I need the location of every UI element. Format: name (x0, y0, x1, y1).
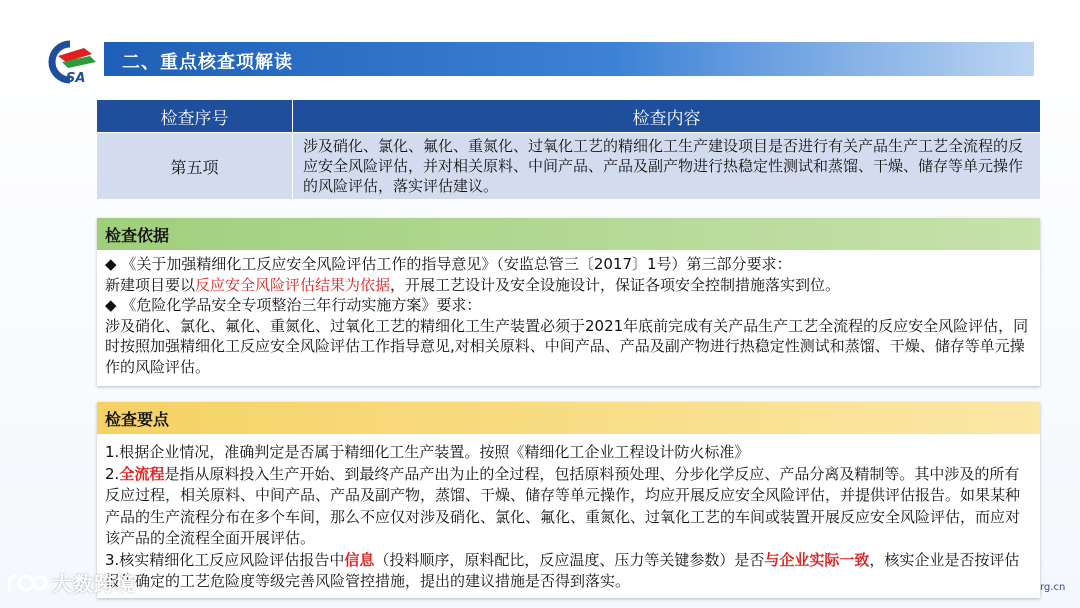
check-table (97, 100, 1040, 199)
key-point-1: 1.根据企业情况，准确判定是否属于精细化工生产装置。按照《精细化工企业工程设计防火标准》 (105, 443, 750, 461)
basis-heading: 检查依据 (97, 218, 1040, 250)
highlight-text: 信息 (344, 550, 375, 569)
key-points-panel (97, 402, 1040, 598)
watermark-text: 大数跨境 (52, 572, 136, 596)
basis-body (97, 250, 1040, 377)
basis-item-2-body: 涉及硝化、氯化、氟化、重氮化、过氧化工艺的精细化工生产装置必须于2021年底前完成有关产品生产工艺全流程的反应安全风险评估，同时按照加强精细化工反应安全风险评估工作指导意见,对相关原料、中间产品、产品及副产物进行热稳定性测试和蒸馏、干燥、储存等单元操作的风险评估。 (105, 316, 1029, 376)
corner-text: rg.cn (1040, 582, 1066, 593)
basis-item-1-body: 新建项目要以反应安全风险评估结果为依据，开展工艺设计及安全设施设计，保证各项安全控制措施落实到位。 (105, 275, 841, 294)
bullet-diamond-icon: ◆ (105, 255, 117, 273)
basis-panel (97, 218, 1040, 386)
bullet-diamond-icon: ◆ (105, 296, 117, 314)
row-content: 涉及硝化、氯化、氟化、重氮化、过氧化工艺的精细化工生产建设项目是否进行有关产品生产工艺全流程的反应安全风险评估，并对相关原料、中间产品、产品及副产物进行热稳定性测试和蒸馏、干燥、储存等单元操作的风险评估，落实评估建议。 (303, 137, 1024, 195)
csa-logo (40, 38, 102, 86)
table-row (97, 132, 1040, 199)
basis-item-1: ◆ 《关于加强精细化工反应安全风险评估工作的指导意见》（安监总管三〔2017〕1号）第三部分要求： (105, 255, 792, 273)
highlight-text: 全流程 (119, 464, 165, 483)
page-title: 二、重点核查项解读 (122, 52, 293, 73)
row-number: 第五项 (97, 133, 293, 199)
highlight-text: 反应安全风险评估结果为依据 (195, 275, 391, 294)
key-points-body (97, 434, 1040, 593)
key-point-3: 3.核实精细化工反应风险评估报告中信息（投料顺序，原料配比，反应温度、压力等关键参数）是否与企业实际一致，核实企业是否按评估报告确定的工艺危险度等级完善风险管控措施，提出的建议措施是否得到落实。 (105, 550, 1020, 590)
basis-item-2: ◆ 《危险化学品安全专项整治三年行动实施方案》要求： (105, 296, 482, 314)
watermark-logo-icon (4, 569, 48, 597)
section-title-bar (104, 42, 1034, 76)
watermark (4, 568, 136, 597)
col-header-content: 检查内容 (632, 108, 701, 129)
key-point-2: 2.全流程是指从原料投入生产开始、到最终产品产出为止的全过程，包括原料预处理、分步化学反应、产品分离及精制等。其中涉及的所有反应过程，相关原料、中间产品、产品及副产物，蒸馏、干燥、储存等单元操作，均应开展反应安全风险评估，并提供评估报告。如果某种产品的生产流程分布在多个车间，那么不应仅对涉及硝化、氯化、氟化、重氮化、过氧化工艺的车间或装置开展反应安全风险评估，而应对该产品的全流程全面开展评估。 (105, 464, 1021, 547)
col-header-number: 检查序号 (97, 100, 293, 132)
logo-text: SA (66, 71, 86, 86)
key-points-heading: 检查要点 (97, 402, 1040, 434)
table-header (97, 100, 1040, 132)
highlight-text: 与企业实际一致 (764, 550, 870, 569)
